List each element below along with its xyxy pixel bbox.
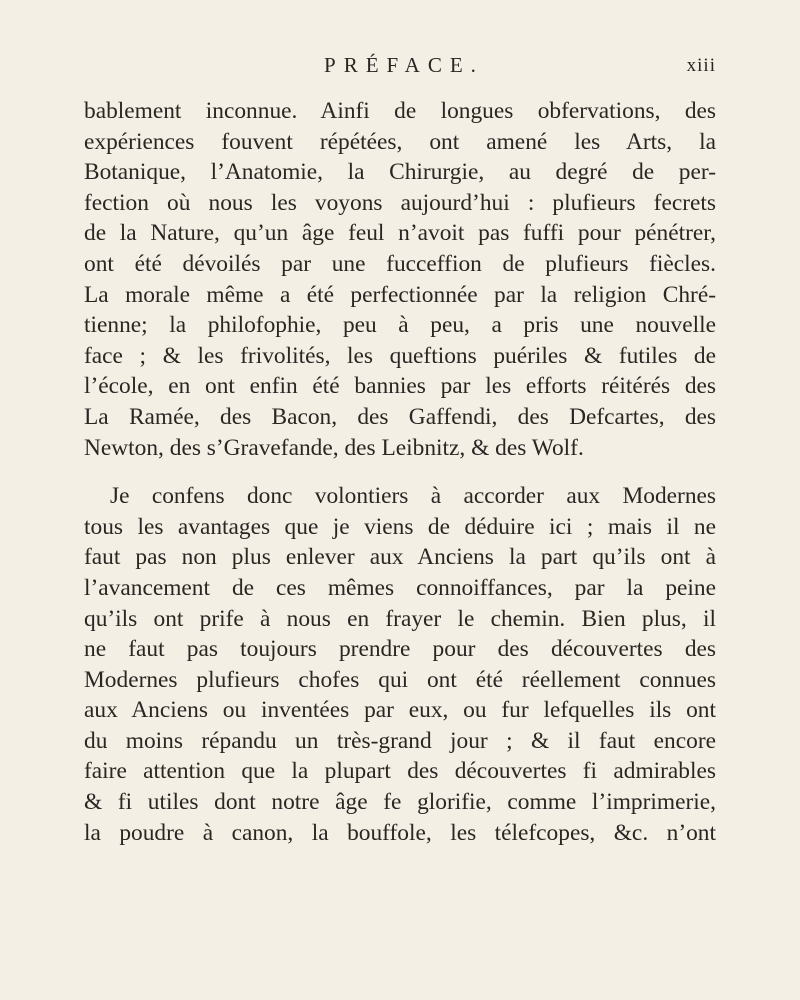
- body-text: [84, 96, 716, 848]
- text-line: Newton, des s’Gravefande, des Leibnitz, & des Wolf.: [84, 434, 584, 461]
- text-line: Botanique, l’Anatomie, la Chirurgie, au degré de per-: [84, 159, 716, 186]
- text-line: Je confens donc volontiers à accorder aux Modernes: [110, 483, 716, 510]
- paragraph-2: [84, 481, 716, 848]
- text-line: aux Anciens ou inventées par eux, ou fur lefquelles ils ont: [84, 697, 716, 724]
- text-line: tienne; la philofophie, peu à peu, a pris une nouvelle: [84, 312, 716, 339]
- text-line: faut pas non plus enlever aux Anciens la part qu’ils ont à: [84, 544, 716, 571]
- running-head: [84, 53, 716, 83]
- text-line: de la Nature, qu’un âge feul n’avoit pas fuffi pour pénétrer,: [84, 220, 716, 247]
- text-line: qu’ils ont prife à nous en frayer le chemin. Bien plus, il: [84, 605, 716, 632]
- page-number: xiii: [686, 55, 716, 76]
- text-line: Modernes plufieurs chofes qui ont été réellement connues: [84, 666, 716, 693]
- running-title: PRÉFACE.: [324, 53, 484, 77]
- text-line: La morale même a été perfectionnée par la religion Chré-: [84, 281, 716, 308]
- text-line: ont été dévoilés par une fucceffion de plufieurs fiècles.: [84, 250, 716, 277]
- text-line: l’avancement de ces mêmes connoiffances, par la peine: [84, 574, 716, 601]
- text-line: La Ramée, des Bacon, des Gaffendi, des Defcartes, des: [84, 403, 716, 430]
- text-line: la poudre à canon, la bouffole, les télefcopes, &c. n’ont: [84, 819, 716, 846]
- text-line: fection où nous les voyons aujourd’hui : plufieurs fecrets: [84, 189, 716, 216]
- text-line: bablement inconnue. Ainfi de longues obfervations, des: [84, 98, 716, 124]
- text-line: l’école, en ont enfin été bannies par les efforts réitérés des: [84, 373, 716, 400]
- text-line: ne faut pas toujours prendre pour des découvertes des: [84, 636, 716, 663]
- paragraph-gap: [84, 463, 716, 481]
- text-line: face ; & les frivolités, les queftions puériles & futiles de: [84, 342, 716, 369]
- text-line: faire attention que la plupart des découvertes fi admirables: [84, 758, 716, 785]
- paragraph-1: [84, 96, 716, 463]
- text-line: du moins répandu un très-grand jour ; & il faut encore: [84, 727, 716, 754]
- text-line: expériences fouvent répétées, ont amené les Arts, la: [84, 128, 716, 155]
- text-line: tous les avantages que je viens de déduire ici ; mais il ne: [84, 513, 716, 540]
- text-line: & fi utiles dont notre âge fe glorifie, comme l’imprimerie,: [84, 789, 716, 816]
